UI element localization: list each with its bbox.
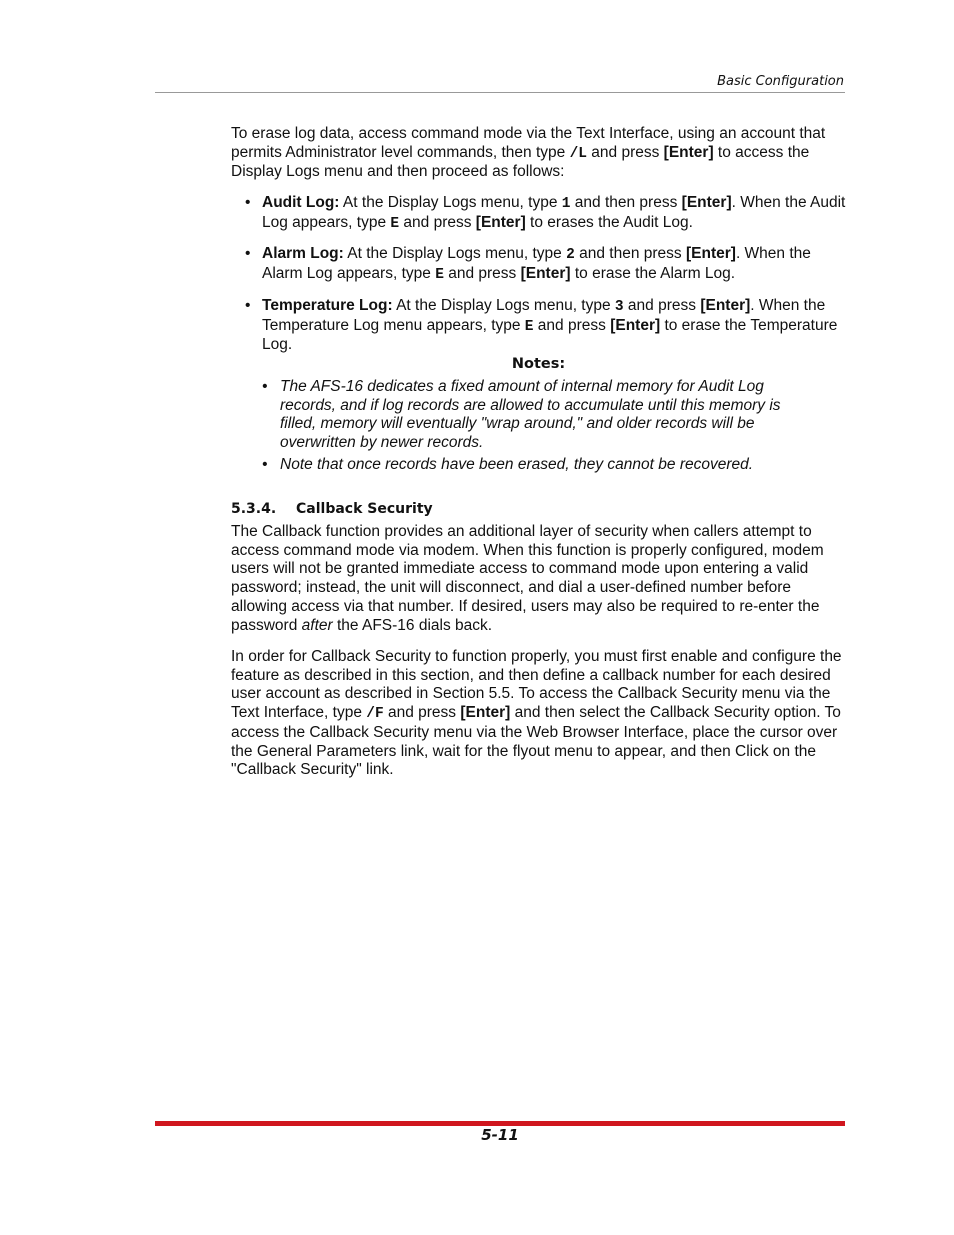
list-item: • Note that once records have been erased, they cannot be recovered. <box>262 455 754 473</box>
callback-paragraph-1: The Callback function provides an additional layer of security when callers attempt to access command mode via modem. When this function is properly configured, modem users will not be granted immediate access to command mode upon entering a valid password; instead, the unit will disconnect, and dial a user-defined number before allowing access via that number. If desired, users may also be required to re-enter the password after the AFS-16 dials back. <box>231 523 824 634</box>
bullet-icon: • <box>245 296 251 314</box>
bullet-icon: • <box>245 245 251 263</box>
bullet-label: Temperature Log: <box>262 296 393 314</box>
callback-paragraph-2: In order for Callback Security to function properly, you must first enable and configure the feature as described in this section, and then define a callback number for each desired user account as described in Section 5.5. To access the Callback Security menu via the Text Interface, type /F and press [Enter] and then select the Callback Security option. To access the Callback Security menu via the Web Browser Interface, place the cursor over the General Parameters link, wait for the flyout menu to appear, and then Click on the "Callback Security" link. <box>231 648 842 779</box>
bullet-label: Audit Log: <box>262 194 340 211</box>
intro-paragraph: To erase log data, access command mode via the Text Interface, using an account that permits Administrator level commands, then type /L and press [Enter] to access the Display Logs menu and then proceed as follows: <box>231 125 826 181</box>
command-text: /L <box>569 145 587 162</box>
running-header: Basic Configuration <box>717 74 844 89</box>
list-item: • Audit Log: At the Display Logs menu, type 1 and then press [Enter]. When the Audit Log appears, type E and press [Enter] to erases the Audit Log. <box>245 194 846 232</box>
header-rule <box>155 92 845 93</box>
key-text: [Enter] <box>460 704 511 722</box>
bullet-label: Alarm Log: <box>262 245 344 263</box>
section-heading <box>231 501 433 517</box>
section-title: Callback Security <box>296 501 433 517</box>
page-number: 5-11 <box>481 1126 519 1144</box>
list-item: • Temperature Log: At the Display Logs menu, type 3 and press [Enter]. When the Temperature Log menu appears, type E and press [Enter] to erase the Temperature Log. <box>245 296 838 354</box>
list-item: • The AFS-16 dedicates a fixed amount of internal memory for Audit Log records, and if log records are allowed to accumulate until this memory is filled, memory will eventually "wrap around," and older records will be overwritten by newer records. <box>262 378 781 452</box>
command-text: /F <box>366 706 384 723</box>
bullet-list <box>231 194 846 355</box>
key-text: [Enter] <box>663 143 714 161</box>
bullet-icon: • <box>262 455 268 473</box>
notes-list <box>262 378 782 475</box>
notes-title: Notes: <box>511 356 566 372</box>
section-number: 5.3.4. <box>231 501 277 517</box>
bullet-icon: • <box>245 194 251 211</box>
bullet-icon: • <box>262 378 268 395</box>
list-item: • Alarm Log: At the Display Logs menu, type 2 and then press [Enter]. When the Alarm Log appears, type E and press [Enter] to erase the Alarm Log. <box>245 245 811 284</box>
